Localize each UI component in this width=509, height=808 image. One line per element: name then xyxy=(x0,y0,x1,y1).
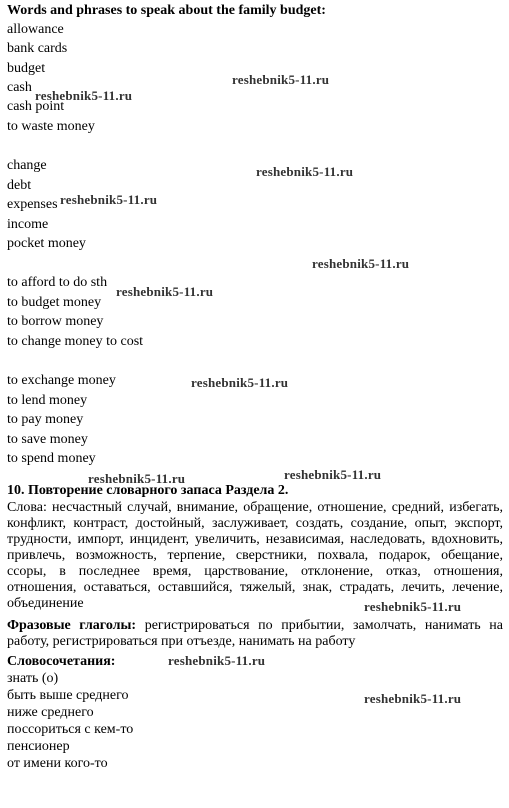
vocab-item: to waste money xyxy=(7,119,95,134)
watermark: reshebnik5-11.ru xyxy=(88,471,186,486)
watermark: reshebnik5-11.ru xyxy=(191,375,289,390)
collocations-label: Словосочетания: xyxy=(7,654,116,669)
vocab-item: budget xyxy=(7,61,46,76)
collocation-item: от имени кого-то xyxy=(7,756,108,771)
vocab-item: expenses xyxy=(7,197,58,212)
vocab-item: to save money xyxy=(7,432,88,447)
watermark: reshebnik5-11.ru xyxy=(364,691,462,706)
watermark: reshebnik5-11.ru xyxy=(35,88,133,103)
section-10-title: 10. Повторение словарного запаса Раздела 2. xyxy=(7,483,289,498)
vocab-item: to change money to cost xyxy=(7,334,144,349)
collocation-item: пенсионер xyxy=(7,739,70,754)
vocab-item: allowance xyxy=(7,22,64,37)
phrasal-paragraph xyxy=(7,618,503,650)
vocab-item: to borrow money xyxy=(7,314,104,329)
vocab-item: pocket money xyxy=(7,236,86,251)
vocab-item: income xyxy=(7,217,49,232)
phrasal-text: регистрироваться по прибытии, замолчать, нанимать на работу, регистрироваться при отъезде, нанимать на работу xyxy=(7,618,503,649)
watermark: reshebnik5-11.ru xyxy=(168,653,266,668)
vocab-item: to spend money xyxy=(7,451,96,466)
watermark: reshebnik5-11.ru xyxy=(60,192,158,207)
watermark: reshebnik5-11.ru xyxy=(312,256,410,271)
vocab-item: cash xyxy=(7,80,32,95)
words-label: Слова: xyxy=(7,500,47,515)
vocab-item: cash point xyxy=(7,99,65,114)
vocab-item: debt xyxy=(7,178,32,193)
collocation-item: ниже среднего xyxy=(7,705,94,720)
phrasal-label: Фразовые глаголы: xyxy=(7,618,137,633)
vocab-item: to afford to do sth xyxy=(7,275,108,290)
vocab-item: to pay money xyxy=(7,412,84,427)
watermark: reshebnik5-11.ru xyxy=(256,164,354,179)
watermark: reshebnik5-11.ru xyxy=(364,599,462,614)
vocab-item: to lend money xyxy=(7,393,88,408)
collocation-item: знать (о) xyxy=(7,671,59,686)
vocab-item: to budget money xyxy=(7,295,102,310)
vocab-item: to exchange money xyxy=(7,373,116,388)
words-text: несчастный случай, внимание, обращение, отношение, средний, избегать, конфликт, контраст, достойный, заслуживает, создать, создание, опыт, экспорт, трудности, импорт, инцидент, увеличить, независимая, наследовать, вдохновить, привлечь, возможность, терпение, сверстники, похвала, подарок, обещание, ссоры, в последнее время, царствование, отклонение, отказ, отношения, отношения, оставаться, оставшийся, тяжелый, знак, страдать, лечить, лечение, объединение xyxy=(7,500,503,611)
words-paragraph xyxy=(7,500,503,612)
vocab-item: bank cards xyxy=(7,41,68,56)
vocab-item: change xyxy=(7,158,47,173)
watermark: reshebnik5-11.ru xyxy=(232,72,330,87)
heading-family-budget: Words and phrases to speak about the family budget: xyxy=(7,3,326,18)
watermark: reshebnik5-11.ru xyxy=(284,467,382,482)
watermark: reshebnik5-11.ru xyxy=(116,284,214,299)
collocation-item: быть выше среднего xyxy=(7,688,129,703)
collocation-item: поссориться с кем-то xyxy=(7,722,134,737)
